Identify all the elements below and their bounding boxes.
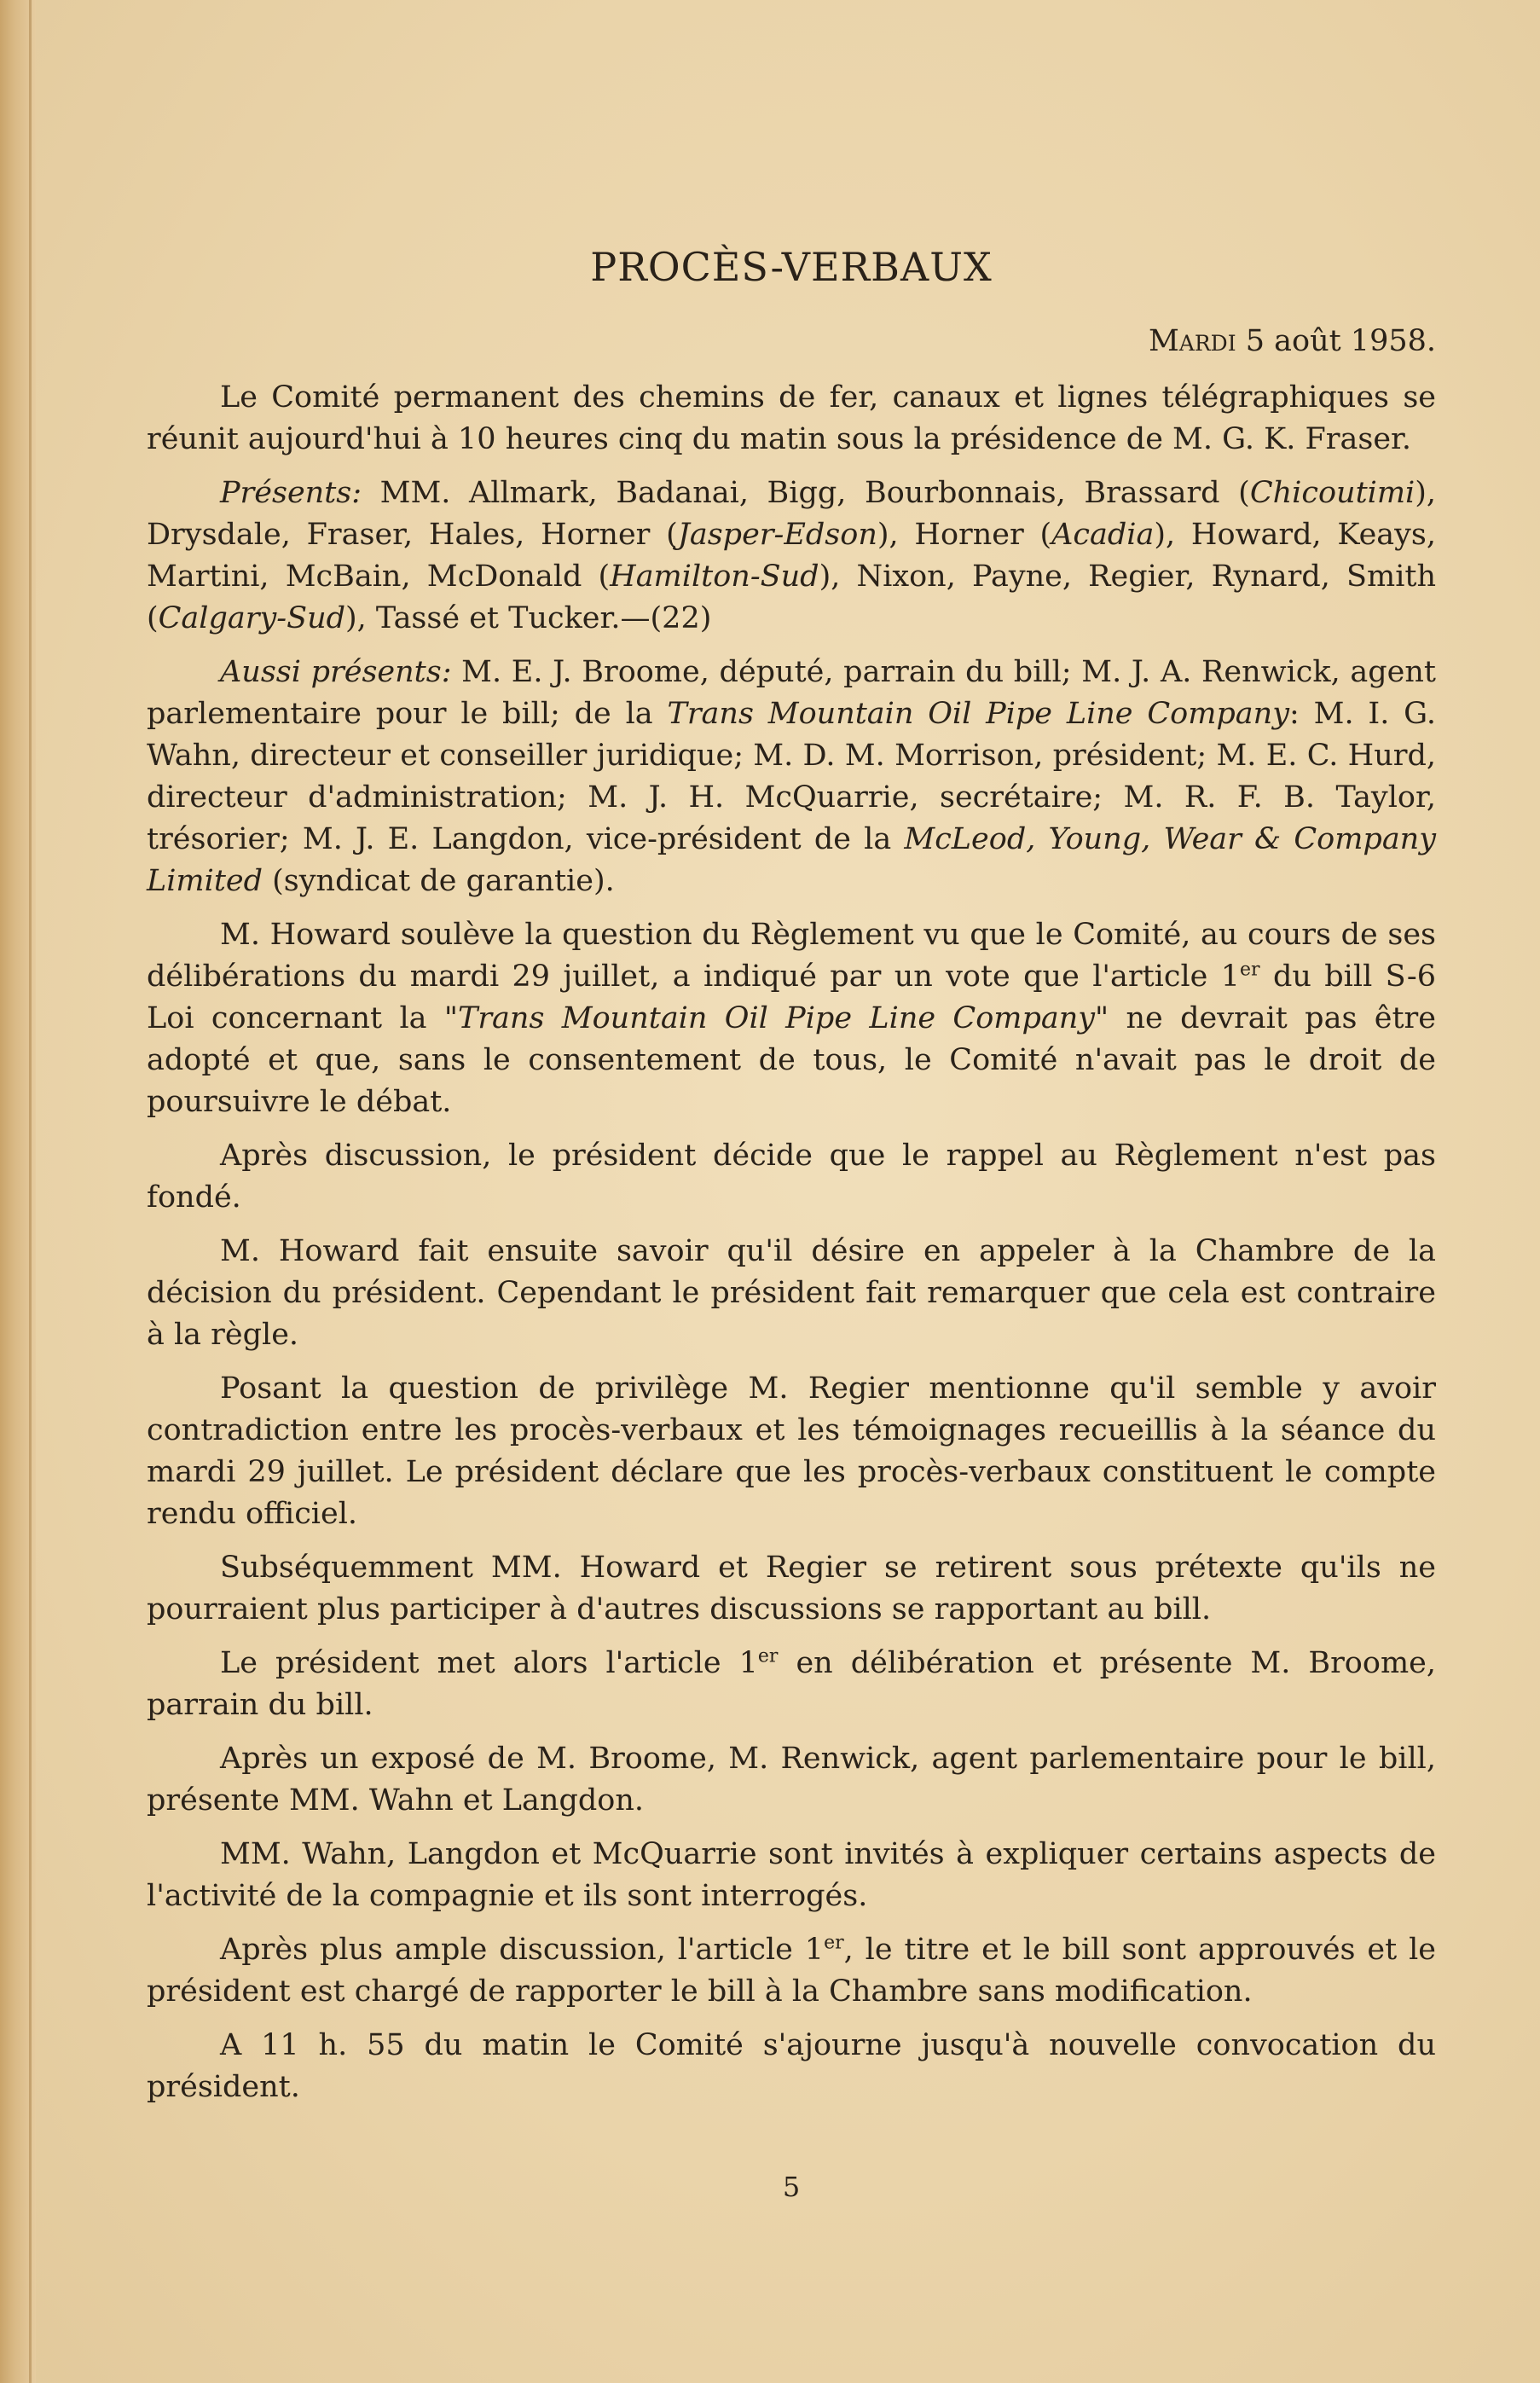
paragraph-also-present: Aussi présents: M. E. J. Broome, député, parrain du bill; M. J. A. Renwick, agent parlementaire pour le bill; de la Trans Mountain Oil Pipe Line Company: M. I. G. Wahn, directeur et conseiller juridique; M. D. M. Morrison, président; M. E. C. Hurd, directeur d'administration; M. J. H. McQuarrie, secrétaire; M. R. F. B. Taylor, trésorier; M. J. E. Langdon, vice-président de la McLeod, Young, Wear & Company Limited (syndicat de garantie).: [147, 655, 1436, 898]
paragraph-privilege: Posant la question de privilège M. Regier mentionne qu'il semble y avoir contradiction entre les procès-verbaux et les témoignages recueillis à la séance du mardi 29 juillet. Le président déclare que les procès-verbaux constituent le compte rendu officiel.: [147, 1371, 1436, 1531]
present-label: Présents:: [220, 476, 362, 510]
binding-line: [29, 0, 32, 2383]
paragraph-ruling: Après discussion, le président décide que le rappel au Règlement n'est pas fondé.: [147, 1139, 1436, 1215]
date-day: Mardi: [1148, 324, 1236, 358]
meeting-date: [1149, 321, 1436, 362]
paragraph-presentation: Après un exposé de M. Broome, M. Renwick, agent parlementaire pour le bill, présente MM. Wahn et Langdon.: [147, 1742, 1436, 1818]
date-rest: 5 août 1958.: [1236, 324, 1436, 358]
paragraph-approval: Après plus ample discussion, l'article 1er, le titre et le bill sont approuvés et le président est chargé de rapporter le bill à la Chambre sans modification.: [147, 1932, 1436, 2009]
paragraph-opening: Le Comité permanent des chemins de fer, canaux et lignes télégraphiques se réunit aujourd'hui à 10 heures cinq du matin sous la présidence de M. G. K. Fraser.: [147, 380, 1436, 456]
page-number: 5: [782, 2171, 801, 2203]
paragraph-point-of-order: M. Howard soulève la question du Règlement vu que le Comité, au cours de ses délibérations du mardi 29 juillet, a indiqué par un vote que l'article 1er du bill S-6 Loi concernant la "Trans Mountain Oil Pipe Line Company" ne devrait pas être adopté et que, sans le consentement de tous, le Comité n'avait pas le droit de poursuivre le débat.: [147, 918, 1436, 1119]
minutes-body: [147, 377, 1436, 2120]
page-title: PROCÈS-VERBAUX: [590, 244, 993, 290]
paragraph-article-consideration: Le président met alors l'article 1er en délibération et présente M. Broome, parrain du bill.: [147, 1645, 1436, 1722]
paragraph-present-members: Présents: MM. Allmark, Badanai, Bigg, Bourbonnais, Brassard (Chicoutimi), Drysdale, Fraser, Hales, Horner (Jasper-Edson), Horner (Acadia), Howard, Keays, Martini, McBain, McDonald (Hamilton-Sud), Nixon, Payne, Regier, Rynard, Smith (Calgary-Sud), Tassé et Tucker.—(22): [147, 476, 1437, 635]
also-present-label: Aussi présents:: [220, 655, 452, 689]
paragraph-questioning: MM. Wahn, Langdon et McQuarrie sont invités à expliquer certains aspects de l'activité de la compagnie et ils sont interrogés.: [147, 1837, 1436, 1913]
paragraph-appeal: M. Howard fait ensuite savoir qu'il désire en appeler à la Chambre de la décision du président. Cependant le président fait remarquer que cela est contraire à la règle.: [147, 1234, 1436, 1352]
paragraph-withdrawal: Subséquemment MM. Howard et Regier se retirent sous prétexte qu'ils ne pourraient plus participer à d'autres discussions se rapportant au bill.: [147, 1551, 1436, 1626]
paragraph-adjournment: A 11 h. 55 du matin le Comité s'ajourne jusqu'à nouvelle convocation du président.: [147, 2028, 1436, 2104]
